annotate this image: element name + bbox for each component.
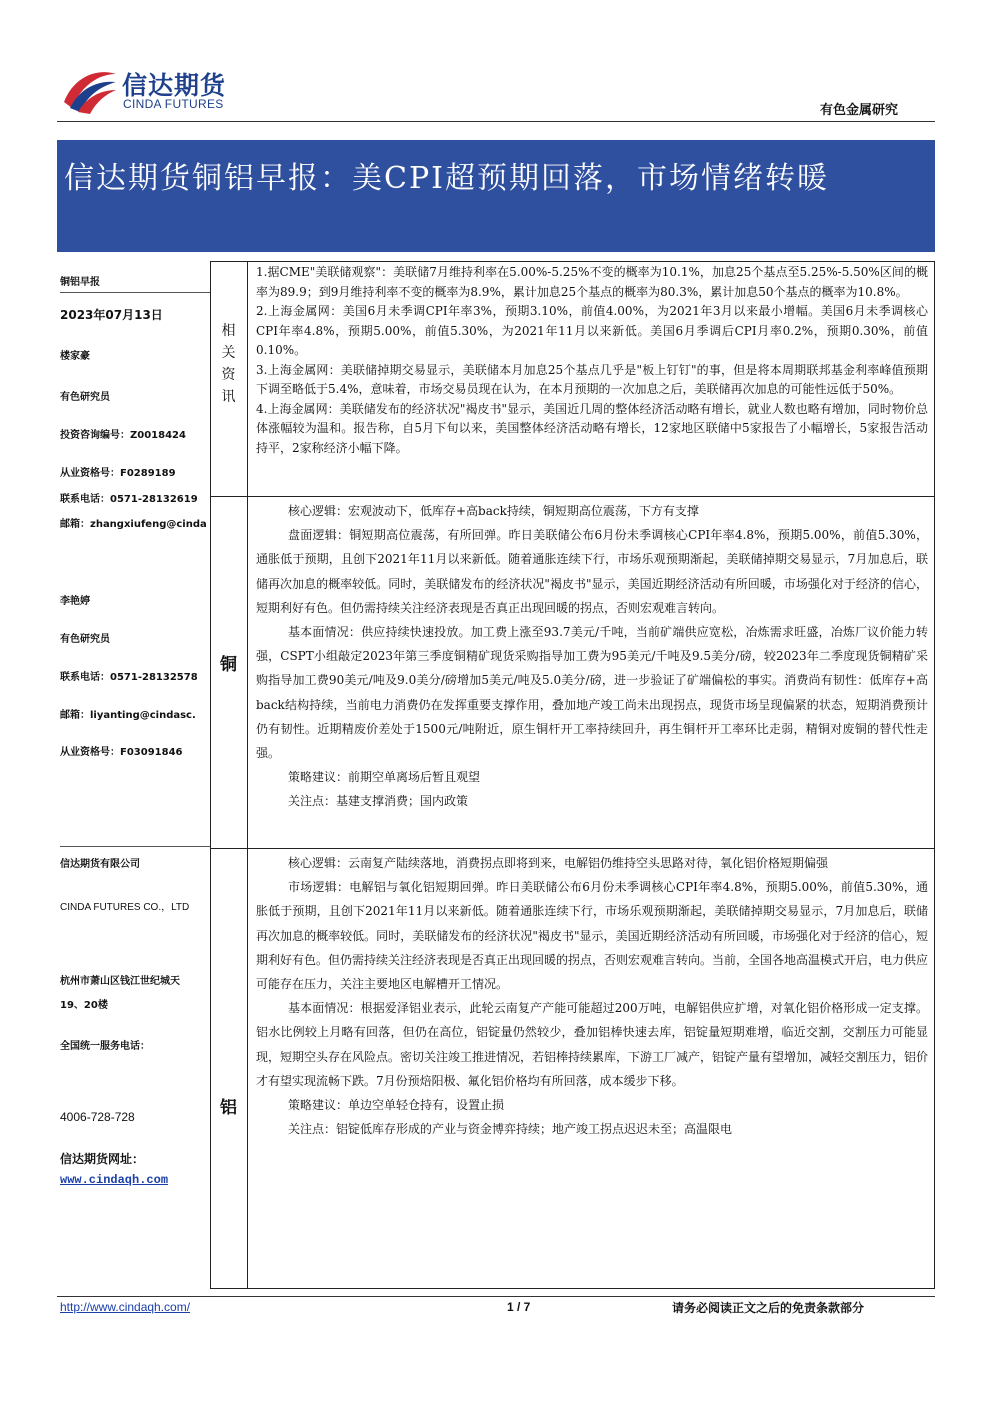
news-section-label [210, 320, 247, 408]
copper-market-logic: 盘面逻辑：铜短期高位震荡，有所回弹。昨日美联储公布6月份未季调核心CPI年率4.8%，预期5.00%，前值5.30%，通胀低于预期，且创下2021年11月以来新低。随着通胀连续下行，市场乐观预期渐起，美联储掉期交易显示，7月加息后，联储再次加息的概率较低。同时，美联储发布的经济状况"褐皮书"显示，美国近期经济活动有所回暖，市场强化对于经济的信心，短期利好有色。但仍需持续关注经济表现是否真正出现回暖的拐点，否则宏观难言转向。 [256, 528, 928, 615]
copper-section-label: 铜 [220, 655, 237, 675]
aluminum-fundamentals: 基本面情况：根据爱泽铝业表示，此轮云南复产产能可能超过200万吨，电解铝供应扩增，对氧化铝价格形成一定支撑。铝水比例较上月略有回落，但仍在高位，铝锭量仍然较少，叠加铝棒快速去库，铝锭量短期难增，临近交割，交割压力可能显现，短期空头存在风险点。密切关注竣工推进情况，若铝棒持续累库，下游工厂减产，铝锭产量有望增加，减轻交割压力，铝价才有望实现流畅下跌。7月份预焙阳极、氟化铝价格均有所回落，成本缓步下移。 [256, 1001, 929, 1088]
news-label-char: 讯 [221, 389, 236, 405]
company-name-en: CINDA FUTURES CO.，LTD [60, 902, 190, 913]
website-link[interactable]: www.cindaqh.com [60, 1173, 169, 1187]
news-content [256, 263, 928, 458]
company-address-floor: 19、20楼 [60, 1000, 108, 1011]
aluminum-strategy: 策略建议：单边空单轻仓持有，设置止损 [288, 1098, 505, 1113]
brand-name-cn: 信达期货 [122, 71, 227, 100]
analyst-phone: 联系电话：0571-28132619 [60, 494, 198, 505]
aluminum-watch-points: 关注点：铝锭低库存形成的产业与资金博弈持续；地产竣工拐点迟迟未至；高温限电 [288, 1122, 733, 1137]
analyst-qualification: 从业资格号：F0289189 [60, 468, 176, 479]
copper-core-logic: 核心逻辑：宏观波动下，低库存+高back持续，铜短期高位震荡，下方有支撑 [288, 504, 699, 518]
section-tag: 有色金属研究 [820, 103, 899, 118]
cinda-logo-icon [60, 62, 120, 118]
table-column-divider [247, 261, 248, 1289]
analyst-name: 楼家豪 [60, 351, 90, 362]
aluminum-core-logic: 核心逻辑：云南复产陆续落地，消费拐点即将到来，电解铝仍维持空头思路对待，氧化铝价格短期偏强 [288, 856, 829, 870]
copper-fundamentals: 基本面情况：供应持续快速投放。加工费上涨至93.7美元/千吨，当前矿端供应宽松，冶炼需求旺盛，冶炼厂议价能力转强，CSPT小组敲定2023年第三季度铜精矿现货采购指导加工费为95美元/千吨及9.5美分/磅，较2023年二季度现货铜精矿采购指导加工费90美元/吨及9.0美分/磅增加5美元/吨及5.0美分/磅，进一步验证了矿端偏松的事实。消费尚有韧性：低库存+高back结构持续，当前电力消费仍在发挥重要支撑作用，叠加地产竣工尚未出现拐点，现货市场呈现偏紧的状态，短期消费预计仍有韧性。近期精废价差处于1500元/吨附近，原生铜杆开工率持续回升，再生铜杆开工率环比走弱，精铜对废铜的替代性走强。 [256, 625, 928, 761]
footer-divider [57, 1296, 935, 1297]
header-divider [57, 121, 935, 122]
sidebar-divider [60, 846, 210, 847]
hotline-number: 4006-728-728 [60, 1110, 135, 1124]
copper-watch-points: 关注点：基建支撑消费；国内政策 [288, 794, 469, 809]
table-row-divider [210, 496, 935, 497]
report-type: 铜铝早报 [60, 277, 100, 288]
news-label-char: 相 [221, 323, 236, 339]
analyst-role: 有色研究员 [60, 634, 110, 645]
sidebar-divider [60, 292, 210, 293]
analyst-name: 李艳婷 [60, 596, 90, 607]
aluminum-market-logic: 市场逻辑：电解铝与氧化铝短期回弹。昨日美联储公布6月份未季调核心CPI年率4.8%，预期5.00%，前值5.30%，通胀低于预期，且创下2021年11月以来新低。随着通胀连续下行，市场乐观预期渐起，美联储掉期交易显示，7月加息后，联储再次加息的概率较低。同时，美联储发布的经济状况"褐皮书"显示，美国近期经济活动有所回暖，市场强化对于经济的信心，短期利好有色。但仍需持续关注经济表现是否真正出现回暖的拐点，否则宏观难言转向。当前，全国各地高温模式开启，电力供应可能存在压力，关注主要地区电解槽开工情况。 [256, 880, 929, 992]
analyst-license: 投资咨询编号：Z0018424 [60, 430, 186, 441]
aluminum-content [256, 851, 928, 1141]
news-item: 3.上海金属网：美联储掉期交易显示，美联储本月加息25个基点几乎是"板上钉钉"的事，但是将本周期联邦基金利率峰值预期下调至略低于5.4%，意味着，市场交易员现在认为，在本月预期的一次加息之后，美联储再次加息的可能性远低于50%。 [256, 362, 928, 396]
disclaimer-note: 请务必阅读正文之后的免责条款部分 [672, 1301, 865, 1315]
page-number: 1 / 7 [507, 1300, 531, 1314]
news-label-char: 资 [221, 367, 236, 383]
hotline-label: 全国统一服务电话： [60, 1041, 150, 1052]
news-item: 4.上海金属网：美联储发布的经济状况"褐皮书"显示，美国近几周的整体经济活动略有增长，就业人数也略有增加，同时物价总体涨幅较为温和。报告称，自5月下旬以来，美国整体经济活动略有增长，12家地区联储中5家报告了小幅增长，5家报告活动持平，2家称经济小幅下降。 [256, 401, 928, 455]
footer-website-link[interactable]: http://www.cindaqh.com/ [60, 1300, 191, 1314]
report-date: 2023年07月13日 [60, 308, 163, 322]
copper-content [256, 499, 928, 814]
website-label: 信达期货网址： [60, 1152, 145, 1166]
analyst-role: 有色研究员 [60, 392, 110, 403]
page-title: 信达期货铜铝早报：美CPI超预期回落，市场情绪转暖 [64, 161, 829, 196]
analyst-email[interactable]: 邮箱：liyanting@cindasc. [60, 710, 196, 721]
copper-strategy: 策略建议：前期空单离场后暂且观望 [288, 770, 481, 785]
news-item: 1.据CME"美联储观察"：美联储7月维持利率在5.00%-5.25%不变的概率为10.1%，加息25个基点至5.25%-5.50%区间的概率为89.9；到9月维持利率不变的概率为8.9%，累计加息25个基点的概率为80.3%，累计加息50个基点的概率为10.8%。 [256, 265, 928, 299]
company-name-cn: 信达期货有限公司 [60, 859, 140, 870]
aluminum-section-label: 铝 [220, 1098, 237, 1118]
analyst-phone: 联系电话：0571-28132578 [60, 672, 198, 683]
analyst-qualification: 从业资格号：F03091846 [60, 747, 183, 758]
brand-name-en: CINDA FUTURES [123, 97, 224, 111]
news-item: 2.上海金属网：美国6月未季调CPI年率3%，预期3.10%，前值4.00%，为2021年3月以来最小增幅。美国6月未季调核心CPI年率4.8%，预期5.00%，前值5.30%，为2021年11月以来新低。美国6月季调后CPI月率0.2%，预期0.30%，前值0.10%。 [256, 304, 928, 357]
table-row-divider [210, 848, 935, 849]
news-label-char: 关 [221, 345, 236, 361]
company-address: 杭州市萧山区钱江世纪城天 [60, 976, 180, 987]
analyst-email[interactable]: 邮箱：zhangxiufeng@cinda [60, 519, 207, 530]
